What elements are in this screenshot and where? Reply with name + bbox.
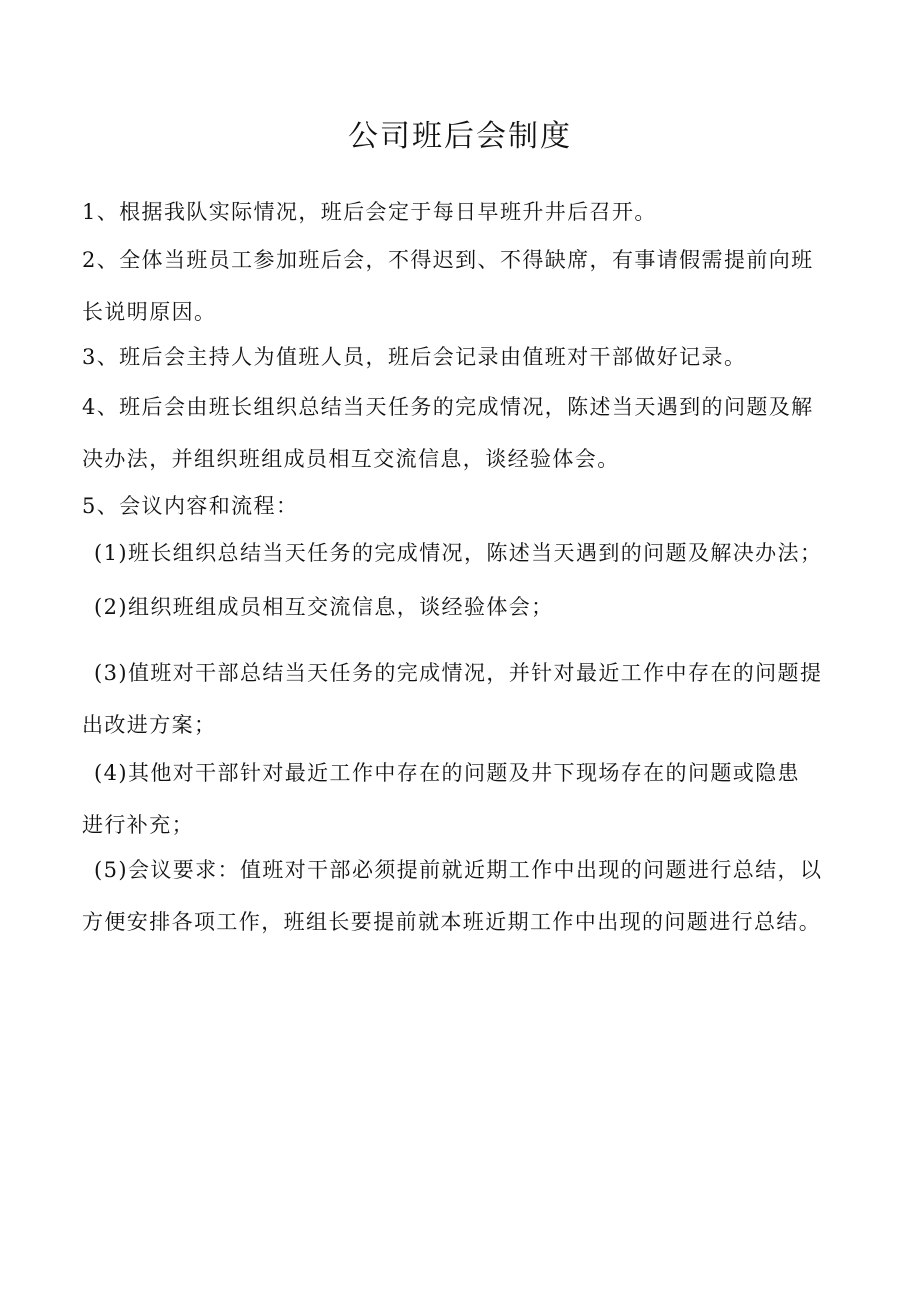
process-step-line: (5)会议要求：值班对干部必须提前就近期工作中出现的问题进行总结，以 <box>94 858 823 882</box>
rule-item-line: 决办法，并组织班组成员相互交流信息，谈经验体会。 <box>82 447 620 471</box>
rule-item-line: 1、根据我队实际情况，班后会定于每日早班升井后召开。 <box>82 200 657 224</box>
process-step-2 <box>94 581 864 633</box>
rule-item-line: 4、班后会由班长组织总结当天任务的完成情况，陈述当天遇到的问题及解 <box>82 395 814 419</box>
process-step-line: 出改进方案； <box>82 713 217 737</box>
rule-item-line: 2、全体当班员工参加班后会，不得迟到、不得缺席，有事请假需提前向班 <box>82 248 814 272</box>
rule-item-line: 长说明原因。 <box>82 300 217 324</box>
process-step-4 <box>82 747 864 851</box>
rule-item-3 <box>82 331 852 383</box>
rule-item-2 <box>82 234 852 338</box>
process-step-line: (2)组织班组成员相互交流信息，谈经验体会； <box>94 595 554 619</box>
page-title: 公司班后会制度 <box>348 119 572 154</box>
rule-item-1 <box>82 186 852 238</box>
process-step-line: (1)班长组织总结当天任务的完成情况，陈述当天遇到的问题及解决办法； <box>94 541 823 565</box>
process-step-line: (3)值班对干部总结当天任务的完成情况，并针对最近工作中存在的问题提 <box>94 661 823 685</box>
process-step-3 <box>82 647 864 751</box>
process-step-line: (4)其他对干部针对最近工作中存在的问题及井下现场存在的问题或隐患 <box>94 761 800 785</box>
rule-item-4 <box>82 381 852 485</box>
rule-item-line: 5、会议内容和流程： <box>82 494 299 518</box>
process-step-line: 进行补充； <box>82 813 194 837</box>
process-step-1 <box>94 527 864 579</box>
rule-item-line: 3、班后会主持人为值班人员，班后会记录由值班对干部做好记录。 <box>82 345 747 369</box>
rule-item-5 <box>82 480 852 532</box>
process-step-5 <box>82 844 864 948</box>
process-step-line: 方便安排各项工作，班组长要提前就本班近期工作中出现的问题进行总结。 <box>82 910 822 934</box>
